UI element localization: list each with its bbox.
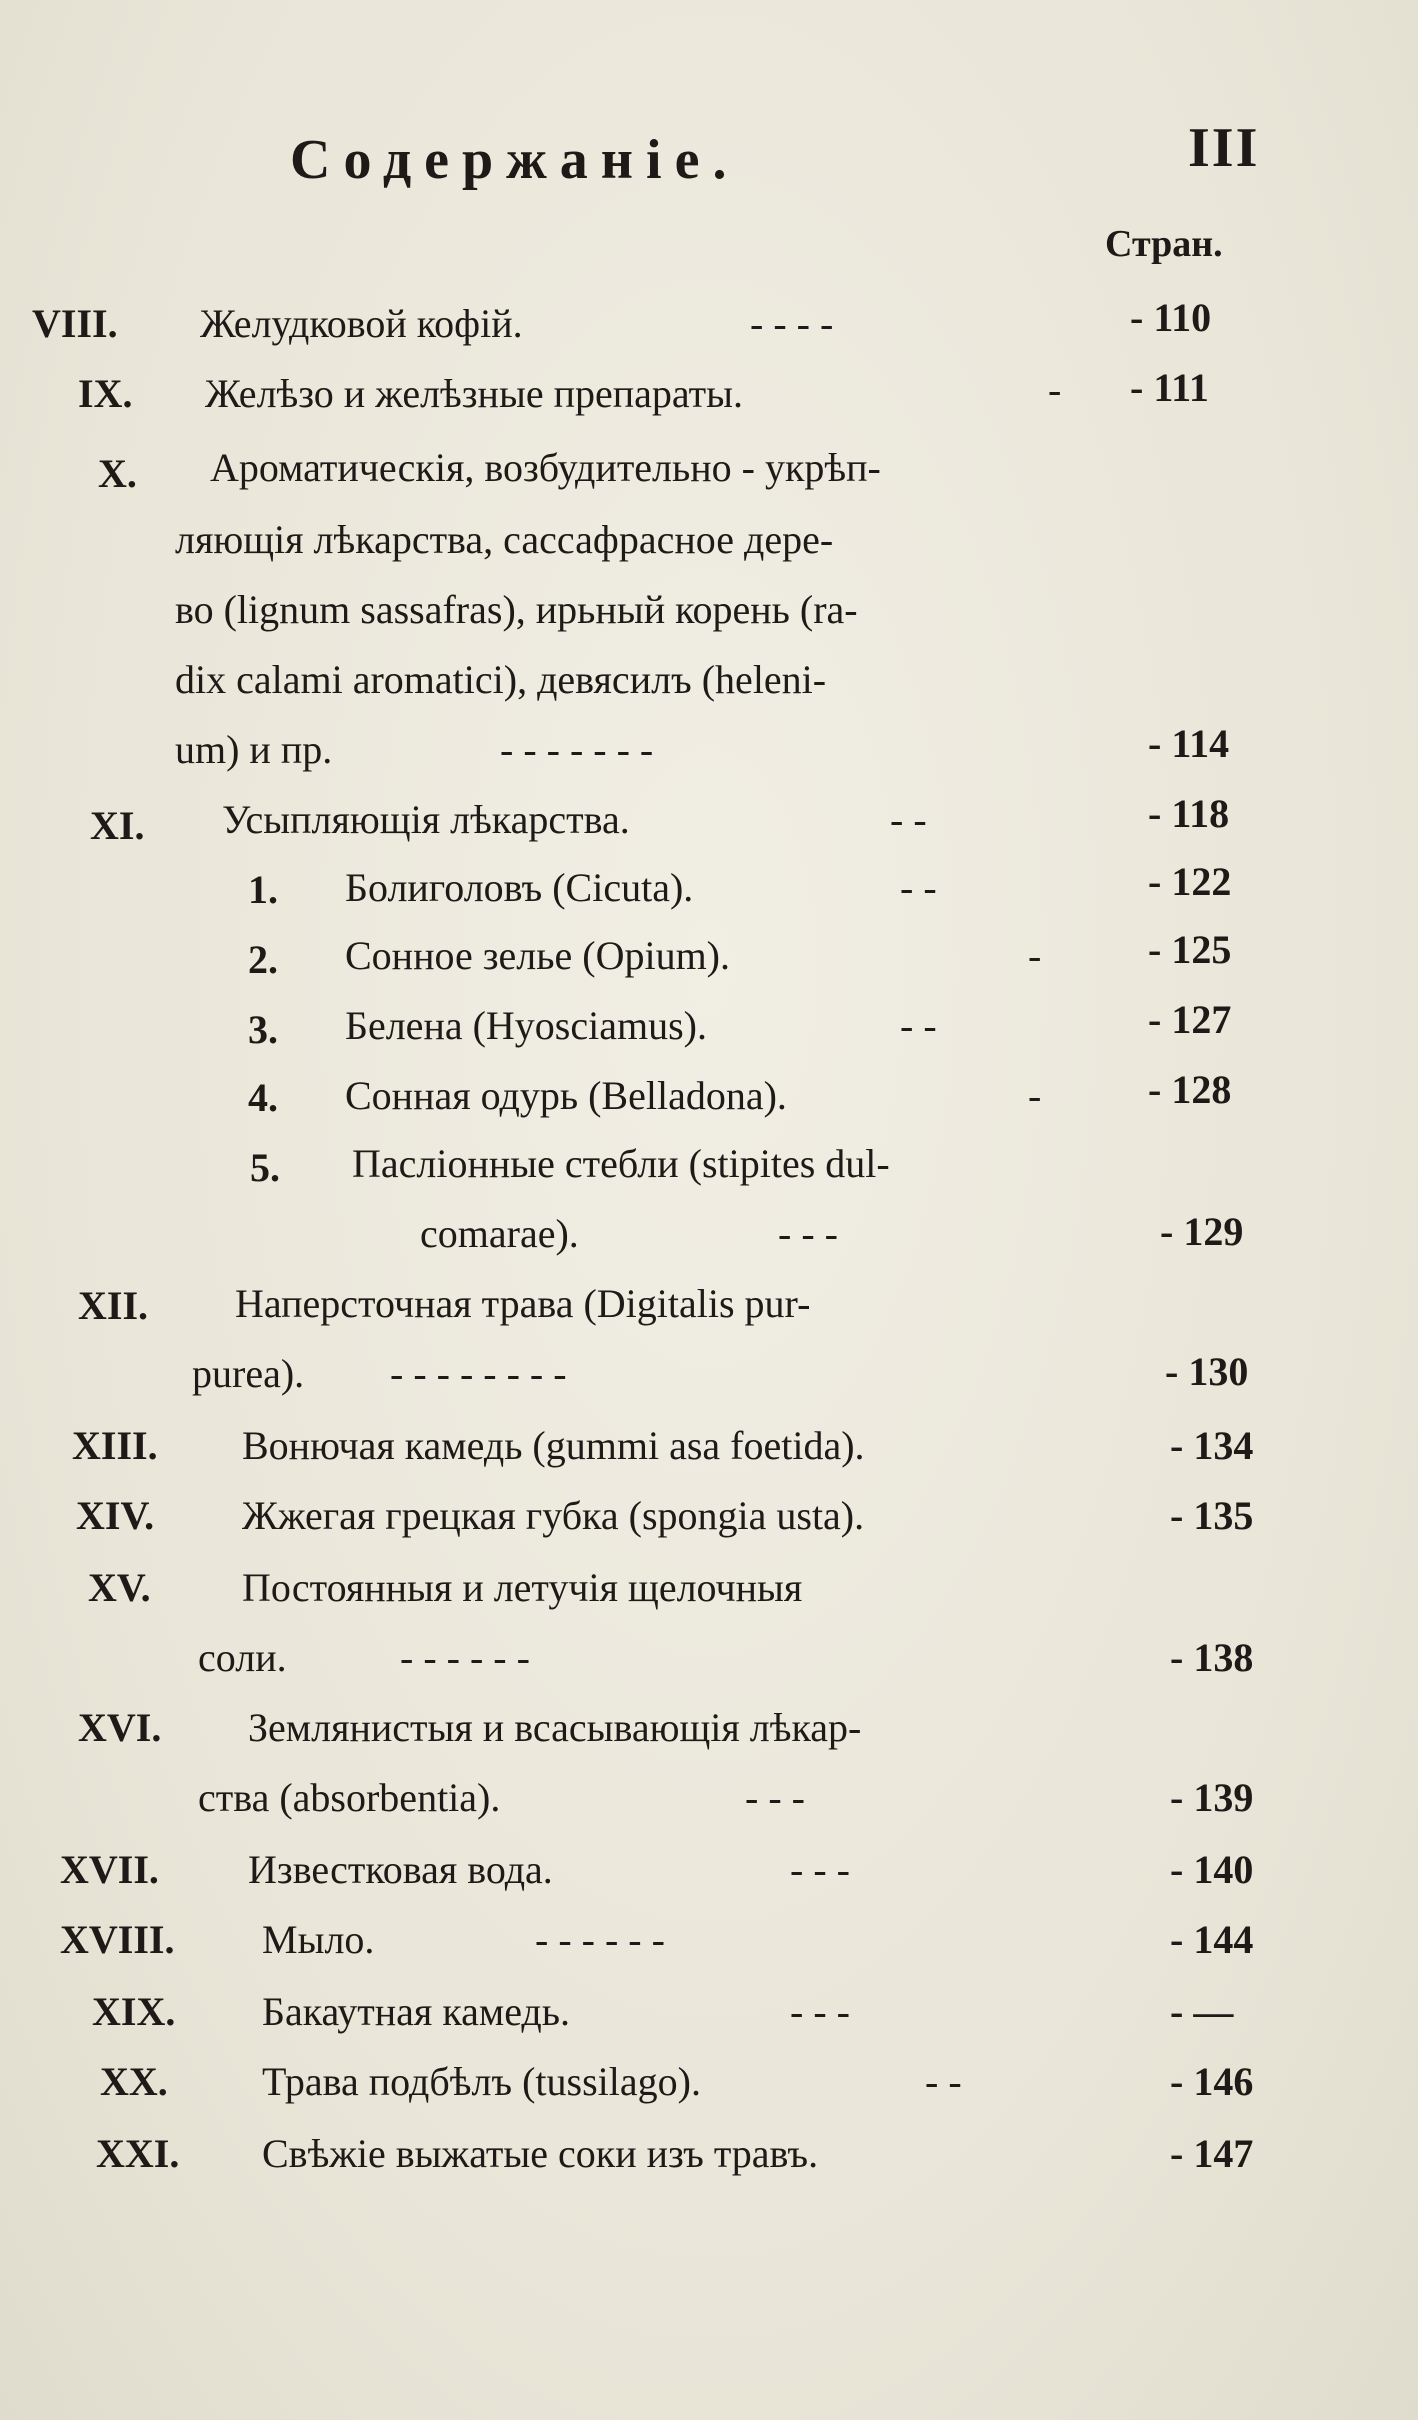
entry-page: - 146 (1170, 2059, 1254, 2104)
leader-dots: - - (900, 1003, 937, 1048)
page-number: III (1188, 117, 1260, 179)
entry-text: Желудковой кофій. (200, 301, 523, 346)
entry-text: Ароматическія, возбудительно - укрѣп- (210, 445, 881, 490)
entry-text: Желѣзо и желѣзные препараты. (205, 371, 743, 416)
entry-number: 5. (250, 1145, 280, 1190)
entry-text: Усыпляющія лѣкарства. (222, 797, 630, 842)
entry-text: Бакаутная камедь. (262, 1989, 571, 2034)
leader-dots: - - - (790, 1847, 850, 1892)
entry-number: X. (98, 451, 137, 496)
entry-page: - 147 (1170, 2131, 1254, 2176)
leader-dots: - (1028, 1073, 1042, 1118)
entry-number: IX. (78, 371, 133, 416)
entry-page: - 110 (1130, 295, 1212, 340)
entry-text: Сонное зелье (Opium). (345, 933, 730, 978)
entry-number: 3. (248, 1007, 278, 1052)
entry-text: Жжегая грецкая губка (spongia usta). (242, 1493, 865, 1538)
entry-text: Сонная одурь (Belladona). (345, 1073, 787, 1118)
entry-text: Болиголовъ (Cicuta). (345, 865, 694, 910)
entry-number: XVIII. (60, 1917, 175, 1962)
leader-dots: - - - - - - - - (390, 1351, 567, 1396)
entry-text: соли. (198, 1635, 287, 1680)
entry-number: XIX. (92, 1989, 176, 2034)
entry-text: Свѣжіе выжатые соки изъ травъ. (262, 2131, 819, 2176)
entry-text: Наперсточная трава (Digitalis pur- (235, 1281, 811, 1326)
entry-page: - 139 (1170, 1775, 1254, 1820)
entry-text: Известковая вода. (248, 1847, 553, 1892)
leader-dots: - - - - (750, 301, 834, 346)
leader-dots: - - - - - - - (500, 727, 654, 772)
entry-page: - 140 (1170, 1847, 1254, 1892)
entry-number: 2. (248, 937, 278, 982)
entry-page: - 135 (1170, 1493, 1254, 1538)
entry-number: XI. (90, 803, 145, 848)
entry-number: XXI. (96, 2131, 180, 2176)
leader-dots: - - - - - - (535, 1917, 665, 1962)
entry-page: - — (1170, 1989, 1234, 2034)
entry-text: Трава подбѣлъ (tussilago). (262, 2059, 701, 2104)
entry-text: comarae). (420, 1211, 579, 1256)
entry-text: Постоянныя и летучія щелочныя (242, 1565, 803, 1610)
entry-number: 1. (248, 867, 278, 912)
entry-text: во (lignum sassafras), ирьный корень (ra- (175, 587, 858, 632)
entry-number: XIII. (72, 1423, 158, 1468)
entry-page: - 134 (1170, 1423, 1254, 1468)
entry-page: - 111 (1130, 365, 1209, 410)
entry-number: XX. (100, 2059, 168, 2104)
entry-text: dix calami aromatici), девясилъ (heleni- (175, 657, 827, 702)
leader-dots: - - - (745, 1775, 805, 1820)
column-heading: Стран. (1105, 223, 1223, 265)
entry-number: XIV. (76, 1493, 155, 1538)
entry-number: VIII. (32, 301, 118, 346)
entry-text: Вонючая камедь (gummi asa foetida). (242, 1423, 865, 1468)
entry-text: purea). (192, 1351, 305, 1396)
entry-text: Пасліонные стебли (stipites dul- (352, 1141, 890, 1186)
entry-page: - 138 (1170, 1635, 1254, 1680)
entry-number: 4. (248, 1075, 278, 1120)
leader-dots: - - - (790, 1989, 850, 2034)
leader-dots: - - (900, 865, 937, 910)
entry-page: - 114 (1148, 721, 1230, 766)
leader-dots: - (1048, 367, 1062, 412)
entry-number: XVI. (78, 1705, 162, 1750)
leader-dots: - (1028, 933, 1042, 978)
entry-page: - 122 (1148, 859, 1232, 904)
leader-dots: - - (925, 2059, 962, 2104)
entry-page: - 128 (1148, 1067, 1232, 1112)
leader-dots: - - (890, 797, 927, 842)
entry-page: - 127 (1148, 997, 1232, 1042)
entry-text: Белена (Hyosciamus). (345, 1003, 707, 1048)
entry-text: Землянистыя и всасывающія лѣкар- (248, 1705, 862, 1750)
entry-text: ства (absorbentia). (198, 1775, 501, 1820)
entry-number: XII. (78, 1283, 149, 1328)
leader-dots: - - - - - - (400, 1635, 530, 1680)
entry-text: Мыло. (262, 1917, 375, 1962)
entry-number: XVII. (60, 1847, 159, 1892)
entry-page: - 129 (1160, 1209, 1244, 1254)
leader-dots: - - - (778, 1211, 838, 1256)
entry-text: um) и пр. (175, 727, 333, 772)
entry-page: - 118 (1148, 791, 1230, 836)
entry-page: - 144 (1170, 1917, 1254, 1962)
entry-page: - 125 (1148, 927, 1232, 972)
entry-number: XV. (88, 1565, 151, 1610)
entry-page: - 130 (1165, 1349, 1249, 1394)
entry-text: ляющія лѣкарства, сассафрасное дере- (175, 517, 834, 562)
page-title: Содержаніе. (290, 129, 740, 191)
